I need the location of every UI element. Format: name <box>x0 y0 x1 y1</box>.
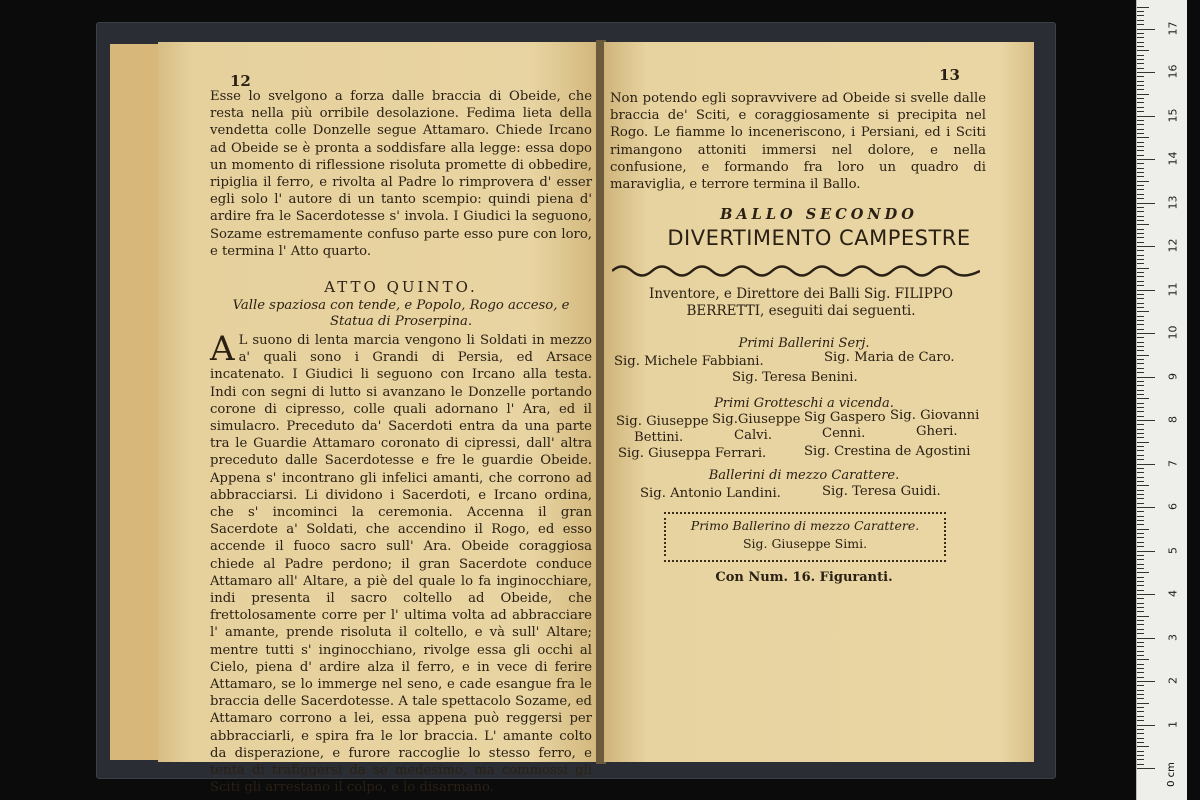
ruler-tick <box>1137 677 1144 678</box>
right-paragraph: Non potendo egli sopravvivere ad Obeide si svelle dalle braccia de' Sciti, e coraggiosamente si precipita nel Rogo. Le fiamme lo inceneriscono, i Persiani, ed i Sciti rimangono attoniti immersi nel dolore, e nella confusione, e formando fra loro un quadro di maraviglia, e terrore termina il Ballo. <box>610 91 986 193</box>
drop-cap: A <box>210 329 235 369</box>
ruler-tick <box>1137 163 1144 164</box>
ruler-tick <box>1137 572 1149 573</box>
ruler-number: 15 <box>1166 108 1180 122</box>
ruler-tick <box>1137 381 1144 382</box>
ruler-tick <box>1137 564 1144 565</box>
ruler-tick <box>1137 403 1144 404</box>
ruler-tick <box>1137 281 1144 282</box>
measurement-ruler <box>1136 0 1187 800</box>
ruler-number: 8 <box>1166 416 1180 423</box>
dancer-name: Sig. Giovanni <box>890 408 980 423</box>
ruler-tick <box>1137 651 1144 652</box>
ruler-tick <box>1137 189 1144 190</box>
ruler-tick <box>1137 581 1144 582</box>
ruler-tick <box>1137 751 1144 752</box>
ruler-tick <box>1137 207 1144 208</box>
ruler-tick <box>1137 537 1144 538</box>
ruler-tick <box>1137 459 1144 460</box>
ruler-tick <box>1137 107 1144 108</box>
ruler-tick <box>1137 350 1144 351</box>
ruler-tick <box>1137 120 1144 121</box>
ruler-tick <box>1137 233 1144 234</box>
ruler-tick <box>1137 694 1144 695</box>
ruler-tick <box>1137 224 1149 225</box>
ruler-tick <box>1137 290 1155 291</box>
ruler-tick <box>1137 524 1144 525</box>
grotteschi-title: Primi Grotteschi a vicenda. <box>714 396 894 411</box>
ruler-tick <box>1137 359 1144 360</box>
ruler-tick <box>1137 372 1144 373</box>
ruler-tick <box>1137 577 1144 578</box>
ruler-tick <box>1137 559 1144 560</box>
ruler-tick <box>1137 555 1144 556</box>
ruler-tick <box>1137 37 1144 38</box>
ruler-tick <box>1137 50 1149 51</box>
ruler-tick <box>1137 220 1144 221</box>
ruler-tick <box>1137 203 1155 204</box>
ruler-tick <box>1137 442 1149 443</box>
ruler-tick <box>1137 337 1144 338</box>
ruler-tick <box>1137 346 1144 347</box>
ruler-tick <box>1137 85 1144 86</box>
ruler-tick <box>1137 633 1144 634</box>
ruler-tick <box>1137 481 1144 482</box>
ruler-tick <box>1137 764 1144 765</box>
ruler-tick <box>1137 294 1144 295</box>
left-page-number: 12 <box>230 72 251 90</box>
ruler-tick <box>1137 746 1149 747</box>
ruler-number: 12 <box>1166 238 1180 253</box>
mezzo-title: Ballerini di mezzo Carattere. <box>708 468 900 483</box>
ruler-tick <box>1137 250 1144 251</box>
inventore-line-1: Inventore, e Direttore dei Balli Sig. FILIPPO <box>649 286 953 302</box>
ruler-tick <box>1137 742 1144 743</box>
ruler-tick <box>1137 398 1149 399</box>
ruler-tick <box>1137 707 1144 708</box>
ruler-tick <box>1137 725 1155 726</box>
primo-mezzo-box <box>664 512 946 562</box>
primo-mezzo-title: Primo Ballerino di mezzo Carattere. <box>690 518 920 533</box>
ruler-tick <box>1137 285 1144 286</box>
ruler-tick <box>1137 768 1155 769</box>
ruler-tick <box>1137 698 1144 699</box>
ruler-tick <box>1137 607 1144 608</box>
ruler-tick <box>1137 733 1144 734</box>
ruler-number: 14 <box>1166 151 1180 166</box>
ruler-tick <box>1137 646 1144 647</box>
ruler-tick <box>1137 363 1144 364</box>
ruler-tick <box>1137 24 1144 25</box>
ruler-tick <box>1137 594 1155 595</box>
ruler-unit: 0 cm <box>1165 762 1177 787</box>
ruler-tick <box>1137 329 1144 330</box>
ornament-divider-icon <box>612 262 980 280</box>
ruler-tick <box>1137 494 1144 495</box>
ruler-number: 2 <box>1166 677 1180 684</box>
right-page <box>604 42 1034 762</box>
ruler-tick <box>1137 76 1144 77</box>
dancer-name: Sig. Maria de Caro. <box>824 350 955 365</box>
ruler-tick <box>1137 7 1149 8</box>
ruler-tick <box>1137 516 1144 517</box>
dancer-name: Calvi. <box>734 428 773 443</box>
dancer-name: Sig Gaspero <box>804 410 886 425</box>
ruler-tick <box>1137 342 1144 343</box>
ruler-tick <box>1137 616 1149 617</box>
ruler-tick <box>1137 142 1144 143</box>
ruler-tick <box>1137 598 1144 599</box>
ruler-tick <box>1137 407 1144 408</box>
ruler-tick <box>1137 81 1144 82</box>
ruler-tick <box>1137 411 1144 412</box>
figuranti-line: Con Num. 16. Figuranti. <box>715 570 893 585</box>
ruler-tick <box>1137 511 1144 512</box>
ruler-tick <box>1137 429 1144 430</box>
ruler-tick <box>1137 738 1144 739</box>
ruler-tick <box>1137 229 1144 230</box>
left-paragraph-1: Esse lo svelgono a forza dalle braccia di Obeide, che resta nella più orribile desolazione. Fedima lieta della vendetta colle Donzelle segue Attamaro. Chiede Ircano ad Obeide se è pronta a soddisfare alla legge: essa dopo un momento di riflessione risoluta promette di obbedire, ripiglia il ferro, e rivolta al Padre lo rimprovera d' esser egli solo l' autore di un tanto scempio: quindi piena d' ardire fra le Sacerdotesse s' invola. I Giudici la seguono, Sozame estremamente confuso parte esso pure con loro, e termina l' Atto quarto. <box>210 89 592 259</box>
ruler-tick <box>1137 59 1144 60</box>
ruler-number: 9 <box>1166 372 1180 380</box>
ruler-tick <box>1137 468 1144 469</box>
ruler-tick <box>1137 729 1144 730</box>
ruler-tick <box>1137 259 1144 260</box>
ruler-tick <box>1137 42 1144 43</box>
scene-description: Valle spaziosa con tende, e Popolo, Rogo acceso, e Statua di Proserpina. <box>232 298 570 329</box>
divertimento-heading: DIVERTIMENTO CAMPESTRE <box>667 226 971 250</box>
ruler-number: 11 <box>1166 282 1180 296</box>
ruler-tick <box>1137 711 1144 712</box>
dancer-name: Sig. Michele Fabbiani. <box>614 354 764 369</box>
ruler-tick <box>1137 546 1144 547</box>
ruler-tick <box>1137 246 1155 247</box>
ruler-tick <box>1137 420 1155 421</box>
ruler-tick <box>1137 124 1144 125</box>
ruler-tick <box>1137 424 1144 425</box>
ruler-tick <box>1137 94 1149 95</box>
ruler-tick <box>1137 659 1149 660</box>
ruler-tick <box>1137 455 1144 456</box>
ruler-number: 6 <box>1166 503 1180 510</box>
ruler-tick <box>1137 716 1144 717</box>
ruler-tick <box>1137 368 1144 369</box>
ruler-tick <box>1137 15 1144 16</box>
dancer-name: Sig. Teresa Benini. <box>732 370 858 385</box>
ruler-tick <box>1137 394 1144 395</box>
ruler-tick <box>1137 624 1144 625</box>
dancer-name: Sig. Teresa Guidi. <box>822 484 941 499</box>
right-page-number: 13 <box>939 66 960 84</box>
ruler-tick <box>1137 377 1155 378</box>
ruler-tick <box>1137 63 1144 64</box>
ruler-tick <box>1137 533 1144 534</box>
ruler-tick <box>1137 298 1144 299</box>
primi-ballerini-title: Primi Ballerini Serj. <box>738 336 870 351</box>
ruler-tick <box>1137 390 1144 391</box>
ruler-number: 3 <box>1166 633 1180 641</box>
ruler-tick <box>1137 168 1144 169</box>
ruler-tick <box>1137 324 1144 325</box>
ruler-tick <box>1137 529 1149 530</box>
ruler-tick <box>1137 672 1144 673</box>
ruler-tick <box>1137 642 1144 643</box>
left-paragraph-2 <box>210 329 592 796</box>
ruler-tick <box>1137 272 1144 273</box>
ruler-tick <box>1137 333 1155 334</box>
ruler-tick <box>1137 55 1144 56</box>
ruler-tick <box>1137 268 1149 269</box>
ruler-tick <box>1137 385 1144 386</box>
ruler-tick <box>1137 629 1144 630</box>
ruler-tick <box>1137 759 1144 760</box>
ruler-tick <box>1137 703 1149 704</box>
ballo-heading: BALLO SECONDO <box>720 206 918 223</box>
ruler-tick <box>1137 585 1144 586</box>
ruler-tick <box>1137 198 1144 199</box>
ruler-tick <box>1137 485 1149 486</box>
ruler-number: 13 <box>1166 195 1180 209</box>
ruler-tick <box>1137 450 1144 451</box>
ruler-tick <box>1137 437 1144 438</box>
ruler-tick <box>1137 690 1144 691</box>
ruler-tick <box>1137 237 1144 238</box>
ruler-tick <box>1137 303 1144 304</box>
ruler-tick <box>1137 503 1144 504</box>
ruler-tick <box>1137 542 1144 543</box>
ruler-tick <box>1137 89 1144 90</box>
ruler-tick <box>1137 433 1144 434</box>
ruler-tick <box>1137 176 1144 177</box>
ruler-tick <box>1137 464 1155 465</box>
ruler-tick <box>1137 242 1144 243</box>
ruler-tick <box>1137 276 1144 277</box>
ruler-tick <box>1137 472 1144 473</box>
ruler-tick <box>1137 620 1144 621</box>
ruler-tick <box>1137 102 1144 103</box>
dancer-name: Gheri. <box>916 424 958 439</box>
ruler-tick <box>1137 255 1144 256</box>
ruler-tick <box>1137 111 1144 112</box>
ruler-number: 7 <box>1166 459 1180 467</box>
left-page <box>158 42 598 796</box>
ruler-tick <box>1137 194 1144 195</box>
ruler-tick <box>1137 185 1144 186</box>
dancer-name: Bettini. <box>634 430 684 445</box>
primo-mezzo-name: Sig. Giuseppe Simi. <box>742 536 868 551</box>
ruler-tick <box>1137 638 1155 639</box>
left-paragraph-2-text: L suono di lenta marcia vengono li Soldati in mezzo a' quali sono i Grandi di Persia, ed Arsace incatenato. I Giudici li seguono con Ircano alla testa. Indi con segni di lutto si avanzano le Donzelle portando corone di cipresso, colle quali adornano l' Ara, ed il simulacro. Preceduto da' Sacerdoti entra da una parte tra le Guardie Attamaro coronato di cipressi, dall' altra preceduto dalle Sacerdotesse e fre le guardie Obeide. Appena s' incontrano gli infelici amanti, che corrono ad abbracciarsi. Li dividono i Sacerdoti, e Ircano ordina, che s' incominci la ceremonia. Accenna il gran Sacerdote a' Soldati, che accendino il Rogo, ed esso accende il fuoco sacro sull' Ara. Obeide coraggiosa chiede al Padre perdono; il gran Sacerdote conduce Attamaro all' Altare, a piè del quale lo fa inginocchiare, indi presenta il sacro coltello ad Obeide, che frettolosamente corre per l' ultima volta ad abbracciare l' amante, prende risoluta il coltello, e và sull' Altare; mentre tutti s' inginocchiano, rivolge essa gli occhi al Cielo, piena d' ardire alza il ferro, e in vece di ferire Attamaro, se lo immerge nel seno, e cade esangue fra le braccia delle Sacerdotesse. A tale spettacolo Sozame, ed Attamaro corrono a lei, essa appena può reggersi per abbracciarli, e spira fra le lor braccia. L' amante colto da disperazione, e furore raccoglie lo stesso ferro, e tenta di trafiggersi da se medesimo, ma commossi gli Sciti gli arrestano il colpo, e lo disarmano. <box>210 333 592 796</box>
ruler-tick <box>1137 520 1144 521</box>
ruler-tick <box>1137 603 1144 604</box>
dancer-name: Sig. Giuseppa Ferrari. <box>618 446 767 461</box>
ruler-tick <box>1137 311 1149 312</box>
ruler-tick <box>1137 655 1144 656</box>
ruler-tick <box>1137 685 1144 686</box>
dancer-name: Sig. Giuseppe <box>616 414 709 429</box>
ruler-number: 1 <box>1166 720 1180 728</box>
ruler-tick <box>1137 46 1144 47</box>
ruler-number: 4 <box>1166 590 1180 597</box>
ruler-tick <box>1137 490 1144 491</box>
dancer-name: Cenni. <box>822 426 866 441</box>
ruler-number: 17 <box>1166 21 1180 35</box>
ruler-tick <box>1137 507 1155 508</box>
ruler-tick <box>1137 29 1155 30</box>
ruler-number: 16 <box>1166 64 1180 79</box>
ruler-tick <box>1137 216 1144 217</box>
ruler-number: 5 <box>1166 546 1180 554</box>
ruler-tick <box>1137 568 1144 569</box>
ruler-tick <box>1137 129 1144 130</box>
ruler-tick <box>1137 159 1155 160</box>
ruler-tick <box>1137 477 1144 478</box>
ruler-tick <box>1137 68 1144 69</box>
ruler-tick <box>1137 181 1149 182</box>
ruler-tick <box>1137 150 1144 151</box>
ruler-tick <box>1137 137 1149 138</box>
ruler-tick <box>1137 551 1155 552</box>
dancer-name: Sig. Crestina de Agostini <box>804 444 971 459</box>
ruler-tick <box>1137 155 1144 156</box>
inventore-line-2: BERRETTI, eseguiti dai seguenti. <box>686 303 916 319</box>
ruler-tick <box>1137 20 1144 21</box>
ruler-tick <box>1137 72 1155 73</box>
ruler-tick <box>1137 98 1144 99</box>
ruler-tick <box>1137 211 1144 212</box>
ruler-tick <box>1137 11 1144 12</box>
ruler-tick <box>1137 172 1144 173</box>
ruler-tick <box>1137 755 1144 756</box>
ruler-tick <box>1137 498 1144 499</box>
ruler-tick <box>1137 590 1144 591</box>
act-title: ATTO QUINTO. <box>324 278 478 296</box>
ruler-tick <box>1137 611 1144 612</box>
ruler-number: 10 <box>1166 325 1180 340</box>
ruler-tick <box>1137 446 1144 447</box>
ruler-tick <box>1137 681 1155 682</box>
ruler-tick <box>1137 263 1144 264</box>
ruler-tick <box>1137 355 1149 356</box>
ruler-tick <box>1137 116 1155 117</box>
inventore-credit <box>626 286 976 320</box>
dancer-name: Sig.Giuseppe <box>712 412 801 427</box>
ruler-tick <box>1137 320 1144 321</box>
dancer-name: Sig. Antonio Landini. <box>640 486 781 501</box>
ruler-tick <box>1137 33 1144 34</box>
ruler-tick <box>1137 668 1144 669</box>
ruler-tick <box>1137 316 1144 317</box>
ruler-tick <box>1137 307 1144 308</box>
ruler-tick <box>1137 664 1144 665</box>
ruler-tick <box>1137 416 1144 417</box>
ruler-tick <box>1137 146 1144 147</box>
ruler-tick <box>1137 720 1144 721</box>
ruler-tick <box>1137 133 1144 134</box>
